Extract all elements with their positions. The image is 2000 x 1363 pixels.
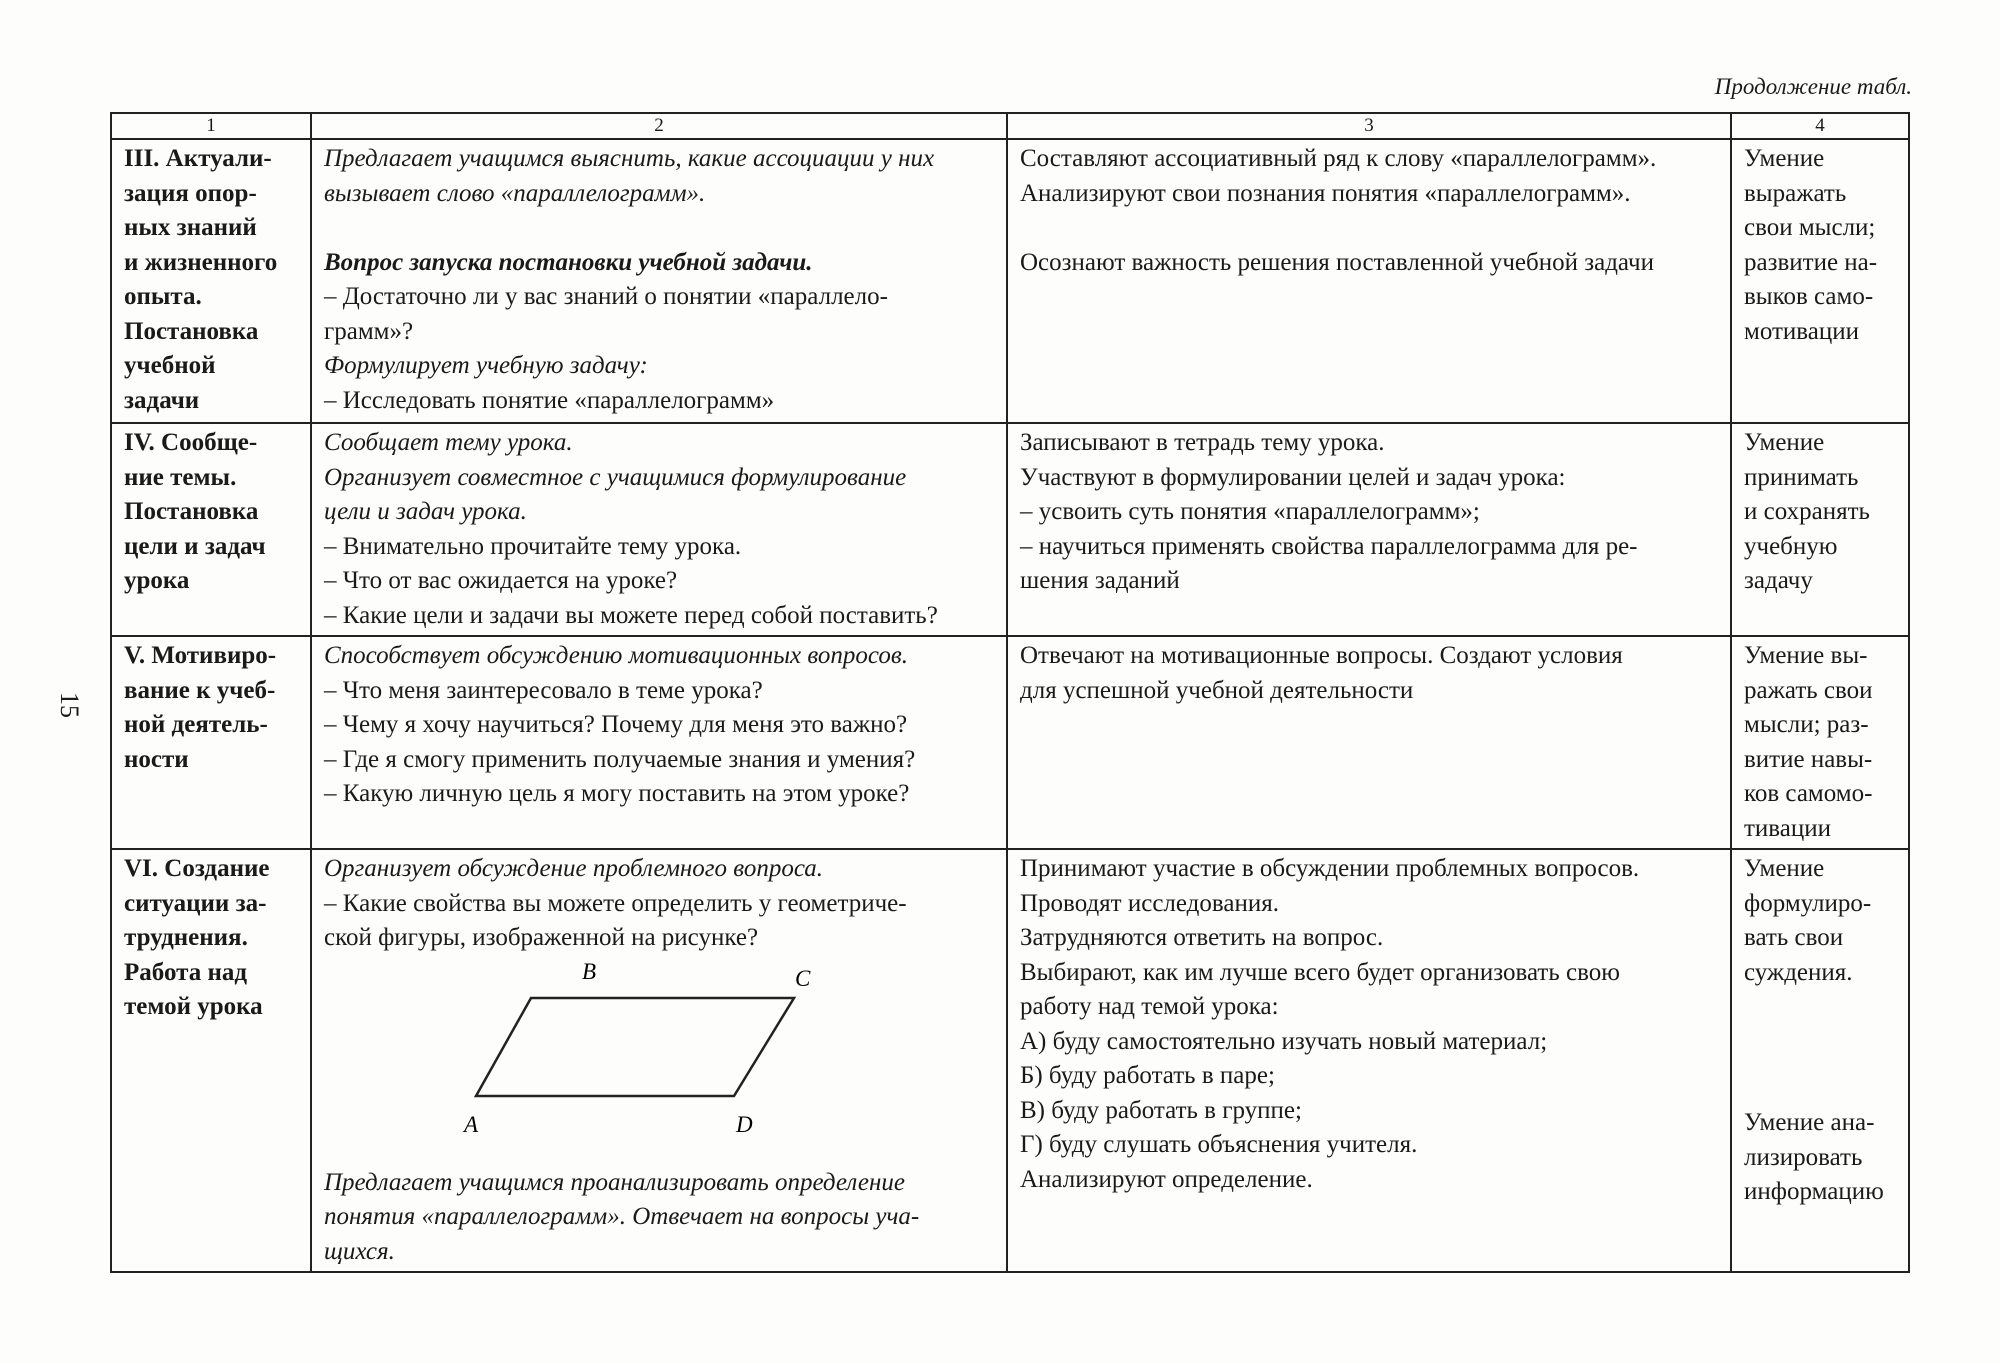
teacher-instruction: вызывает слово «параллелограмм».: [324, 179, 706, 207]
stage-line: урока: [124, 567, 190, 594]
stage-line: V. Мотивиро-: [124, 642, 277, 669]
teacher-question: – Внимательно прочитайте тему урока.: [324, 532, 742, 560]
teacher-instruction: Способствует обсуждению мотивационных вопросов.: [324, 642, 908, 669]
skill-line: Умение: [1744, 145, 1825, 172]
skill-line: Умение вы-: [1744, 642, 1868, 669]
skill-line: тивации: [1744, 814, 1832, 842]
student-activity: Принимают участие в обсуждении проблемных вопросов.: [1020, 855, 1640, 882]
skill-line: развитие на-: [1744, 248, 1878, 276]
skill-line: лизировать: [1744, 1143, 1863, 1171]
stage-line: ной деятель-: [124, 711, 268, 738]
skills-cell: [1731, 636, 1909, 849]
skill-line: суждения.: [1744, 958, 1853, 986]
student-activity: Анализируют определение.: [1020, 1165, 1313, 1193]
skill-line: мысли; раз-: [1744, 711, 1869, 738]
student-activity: Осознают важность решения поставленной учебной задачи: [1020, 248, 1654, 276]
skill-line: ков самомо-: [1744, 780, 1873, 807]
table-row: [111, 139, 1909, 423]
vertex-label-c: C: [795, 965, 811, 991]
teacher-instruction: понятия «параллелограмм». Отвечает на вопросы уча-: [324, 1203, 920, 1230]
student-activity: Участвуют в формулировании целей и задач урока:: [1020, 463, 1566, 491]
stage-line: учебной: [124, 352, 216, 379]
page-number: 15: [55, 692, 84, 718]
stage-line: темой урока: [124, 993, 263, 1020]
column-header: 1: [111, 113, 311, 139]
column-header: 4: [1731, 113, 1909, 139]
table-row: [111, 423, 1909, 636]
teacher-question: – Какие цели и задачи вы можете перед собой поставить?: [324, 601, 938, 629]
vertex-label-b: B: [582, 958, 597, 984]
student-activity: Отвечают на мотивационные вопросы. Создают условия: [1020, 642, 1623, 669]
teacher-instruction: Организует совместное с учащимися формулирование: [324, 463, 907, 491]
skill-line: витие навы-: [1744, 745, 1873, 773]
parallelogram-diagram: [324, 956, 1004, 1166]
teacher-question: – Чему я хочу научиться? Почему для меня это важно?: [324, 711, 908, 738]
student-activity: В) буду работать в группе;: [1020, 1096, 1302, 1124]
teacher-instruction: Организует обсуждение проблемного вопроса.: [324, 855, 824, 882]
student-activity: Затрудняются ответить на вопрос.: [1020, 924, 1384, 951]
table-row: [111, 636, 1909, 849]
teacher-instruction: Сообщает тему урока.: [324, 429, 573, 456]
teacher-activity-cell: [311, 423, 1007, 636]
teacher-question: – Что от вас ожидается на уроке?: [324, 567, 678, 594]
teacher-question: – Исследовать понятие «параллелограмм»: [324, 386, 775, 414]
teacher-question: – Какие свойства вы можете определить у геометриче-: [324, 889, 907, 917]
skill-line: Умение ана-: [1744, 1109, 1875, 1136]
student-activity: – усвоить суть понятия «параллелограмм»;: [1020, 498, 1480, 525]
skill-line: и сохранять: [1744, 498, 1870, 525]
stage-line: задачи: [124, 386, 200, 414]
table-caption: Продолжение табл.: [1714, 74, 1912, 99]
teacher-instruction: Формулирует учебную задачу:: [324, 352, 648, 379]
skill-line: Умение: [1744, 855, 1825, 882]
teacher-instruction: щихся.: [324, 1237, 395, 1265]
student-activity: А) буду самостоятельно изучать новый материал;: [1020, 1027, 1548, 1055]
student-activity: Б) буду работать в паре;: [1020, 1062, 1275, 1089]
skill-line: задачу: [1744, 567, 1813, 594]
stage-line: труднения.: [124, 924, 248, 951]
stage-line: III. Актуали-: [124, 145, 272, 172]
student-activity-cell: [1007, 423, 1731, 636]
teacher-activity-cell: [311, 139, 1007, 423]
stage-line: Работа над: [124, 958, 247, 986]
teacher-question: грамм»?: [324, 317, 414, 345]
student-activity: – научиться применять свойства параллелограмма для ре-: [1020, 532, 1638, 560]
vertex-label-d: D: [736, 1111, 753, 1137]
student-activity: Составляют ассоциативный ряд к слову «параллелограмм».: [1020, 145, 1657, 172]
student-activity: работу над темой урока:: [1020, 993, 1279, 1020]
student-activity-cell: [1007, 849, 1731, 1272]
stage-line: зация опор-: [124, 179, 257, 207]
student-activity: для успешной учебной деятельности: [1020, 676, 1414, 704]
teacher-activity-cell: [311, 849, 1007, 1272]
stage-cell: [111, 423, 311, 636]
skill-line: принимать: [1744, 463, 1859, 491]
stage-line: VI. Создание: [124, 855, 270, 882]
teacher-heading: Вопрос запуска постановки учебной задачи.: [324, 248, 813, 276]
column-header: 3: [1007, 113, 1731, 139]
skills-cell: [1731, 139, 1909, 423]
lesson-table: [110, 112, 1910, 1273]
student-activity-cell: [1007, 636, 1731, 849]
skills-cell: [1731, 849, 1909, 1272]
stage-line: и жизненного: [124, 248, 278, 276]
student-activity: Проводят исследования.: [1020, 889, 1279, 917]
vertex-label-a: A: [464, 1111, 479, 1137]
student-activity: шения заданий: [1020, 567, 1180, 594]
student-activity: Выбирают, как им лучше всего будет организовать свою: [1020, 958, 1620, 986]
teacher-question: – Что меня заинтересовало в теме урока?: [324, 676, 763, 704]
stage-line: вание к учеб-: [124, 676, 276, 704]
skill-line: ражать свои: [1744, 676, 1873, 704]
header-row: [111, 113, 1909, 139]
stage-line: цели и задач: [124, 532, 266, 560]
skill-line: свои мысли;: [1744, 214, 1876, 241]
stage-line: Постановка: [124, 317, 259, 345]
teacher-instruction: цели и задач урока.: [324, 498, 527, 525]
stage-line: ности: [124, 745, 189, 773]
teacher-question: – Достаточно ли у вас знаний о понятии «параллело-: [324, 283, 888, 310]
stage-line: ние темы.: [124, 463, 237, 491]
stage-line: Постановка: [124, 498, 259, 525]
teacher-activity-cell: [311, 636, 1007, 849]
teacher-question: ской фигуры, изображенной на рисунке?: [324, 924, 759, 951]
skills-cell: [1731, 423, 1909, 636]
skill-line: выражать: [1744, 179, 1847, 207]
skill-line: мотивации: [1744, 317, 1860, 345]
skill-group: [1744, 1106, 1898, 1210]
parallelogram-shape: [476, 998, 794, 1096]
column-header: 2: [311, 113, 1007, 139]
student-activity: Записывают в тетрадь тему урока.: [1020, 429, 1385, 456]
skill-line: вать свои: [1744, 924, 1844, 951]
stage-line: опыта.: [124, 283, 202, 310]
skill-line: формулиро-: [1744, 889, 1872, 917]
skill-line: Умение: [1744, 429, 1825, 456]
teacher-instruction: Предлагает учащимся проанализировать определение: [324, 1168, 905, 1196]
table-row: [111, 849, 1909, 1272]
stage-cell: [111, 636, 311, 849]
teacher-instruction: Предлагает учащимся выяснить, какие ассоциации у них: [324, 145, 935, 172]
skill-line: информацию: [1744, 1178, 1884, 1205]
parallelogram-figure: [324, 956, 996, 1166]
student-activity-cell: [1007, 139, 1731, 423]
stage-line: ситуации за-: [124, 889, 267, 917]
student-activity: Анализируют свои познания понятия «параллелограмм».: [1020, 179, 1631, 207]
stage-cell: [111, 139, 311, 423]
skill-line: учебную: [1744, 532, 1838, 560]
teacher-question: – Какую личную цель я могу поставить на этом уроке?: [324, 780, 910, 807]
student-activity: Г) буду слушать объяснения учителя.: [1020, 1131, 1418, 1158]
stage-line: ных знаний: [124, 214, 257, 241]
teacher-question: – Где я смогу применить получаемые знания и умения?: [324, 745, 916, 773]
stage-line: IV. Сообще-: [124, 429, 258, 456]
skill-line: выков само-: [1744, 283, 1874, 310]
stage-cell: [111, 849, 311, 1272]
